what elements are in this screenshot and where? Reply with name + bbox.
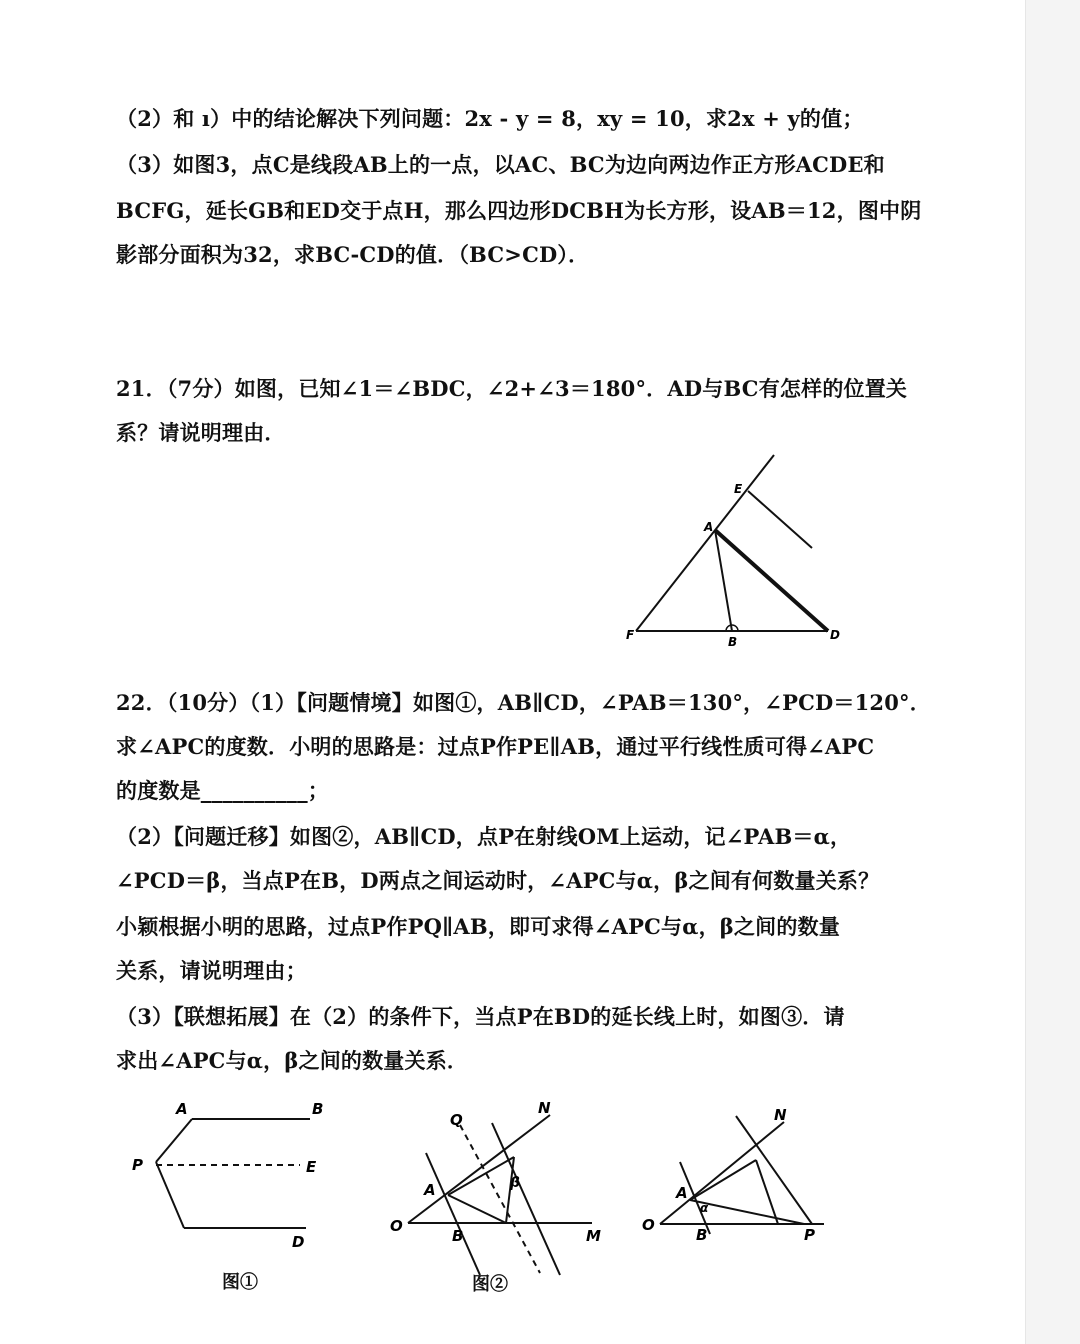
line-AP <box>448 1195 506 1223</box>
label-D: D <box>292 1233 305 1251</box>
line-AD <box>715 530 828 631</box>
line-PQ <box>460 1125 540 1273</box>
label-B: B <box>696 1226 708 1244</box>
label-A: A <box>176 1100 188 1118</box>
label-O: O <box>642 1216 655 1234</box>
q22-line7: 关系，请说明理由； <box>116 958 307 983</box>
label-beta: β <box>510 1175 521 1191</box>
figure-2-caption: 图② <box>472 1274 508 1295</box>
label-D: D <box>830 628 840 642</box>
figure-1-caption: 图① <box>222 1272 258 1293</box>
label-E: E <box>734 482 743 496</box>
label-M: M <box>586 1227 601 1245</box>
q22-line4: （2）【问题迁移】如图②，AB∥CD，点P在射线OM上运动，记∠PAB＝α， <box>116 824 852 849</box>
figure-1 <box>120 1090 340 1260</box>
label-B: B <box>728 635 738 649</box>
q20-part3-line2: BCFG，延长GB和ED交于点H，那么四边形DCBH为长方形，设AB＝12，图中阴 <box>116 198 922 223</box>
label-A: A <box>676 1184 688 1202</box>
q22-line2: 求∠APC的度数．小明的思路是：过点P作PE∥AB，通过平行线性质可得∠APC <box>116 734 875 759</box>
label-B: B <box>312 1100 324 1118</box>
figure-3 <box>636 1100 856 1250</box>
line-AC <box>448 1157 514 1195</box>
line-AP <box>156 1119 192 1162</box>
line-AC <box>690 1160 756 1200</box>
label-P: P <box>804 1226 815 1244</box>
q21-line1: 21．（7分）如图，已知∠1＝∠BDC，∠2+∠3＝180°．AD与BC有怎样的位置关 <box>116 376 908 401</box>
label-N: N <box>774 1106 787 1124</box>
q22-line8: （3）【联想拓展】在（2）的条件下，当点P在BD的延长线上时，如图③．请 <box>116 1004 845 1029</box>
q20-part3-line3: 影部分面积为32，求BC-CD的值．（BC>CD）． <box>116 242 590 267</box>
label-B: B <box>452 1227 464 1245</box>
figure-2 <box>380 1095 610 1280</box>
q22-line3: 的度数是__________； <box>116 778 329 803</box>
line-EC <box>748 491 812 548</box>
line-EF <box>636 455 774 631</box>
q20-part2: （2）和 ı）中的结论解决下列问题：2x - y = 8，xy = 10，求2x + y的值； <box>116 106 864 131</box>
q21-figure <box>610 445 880 660</box>
line-CD <box>492 1123 560 1275</box>
page-edge-shadow <box>1025 0 1080 1344</box>
line-CD <box>736 1116 812 1224</box>
line-PC <box>156 1162 184 1228</box>
label-N: N <box>538 1099 551 1117</box>
label-E: E <box>306 1158 317 1176</box>
label-O: O <box>390 1217 403 1235</box>
q20-part3-line1: （3）如图3，点C是线段AB上的一点，以AC、BC为边向两边作正方形ACDE和 <box>116 152 885 177</box>
q22-line5: ∠PCD＝β，当点P在B，D两点之间运动时，∠APC与α，β之间有何数量关系？ <box>116 868 880 893</box>
q22-line6: 小颖根据小明的思路，过点P作PQ∥AB，即可求得∠APC与α，β之间的数量 <box>116 914 840 939</box>
label-alpha: α <box>700 1201 709 1215</box>
q22-line1: 22．（10分）（1）【问题情境】如图①，AB∥CD，∠PAB＝130°，∠PCD＝120°． <box>116 690 931 715</box>
label-F: F <box>626 628 635 642</box>
label-A: A <box>704 520 714 534</box>
ray-ON <box>660 1122 784 1224</box>
q22-line9: 求出∠APC与α，β之间的数量关系． <box>116 1048 469 1073</box>
label-A: A <box>424 1181 436 1199</box>
label-Q: Q <box>450 1111 463 1129</box>
line-AB <box>426 1153 480 1275</box>
q21-line2: 系？请说明理由． <box>116 420 286 445</box>
label-P: P <box>132 1156 143 1174</box>
